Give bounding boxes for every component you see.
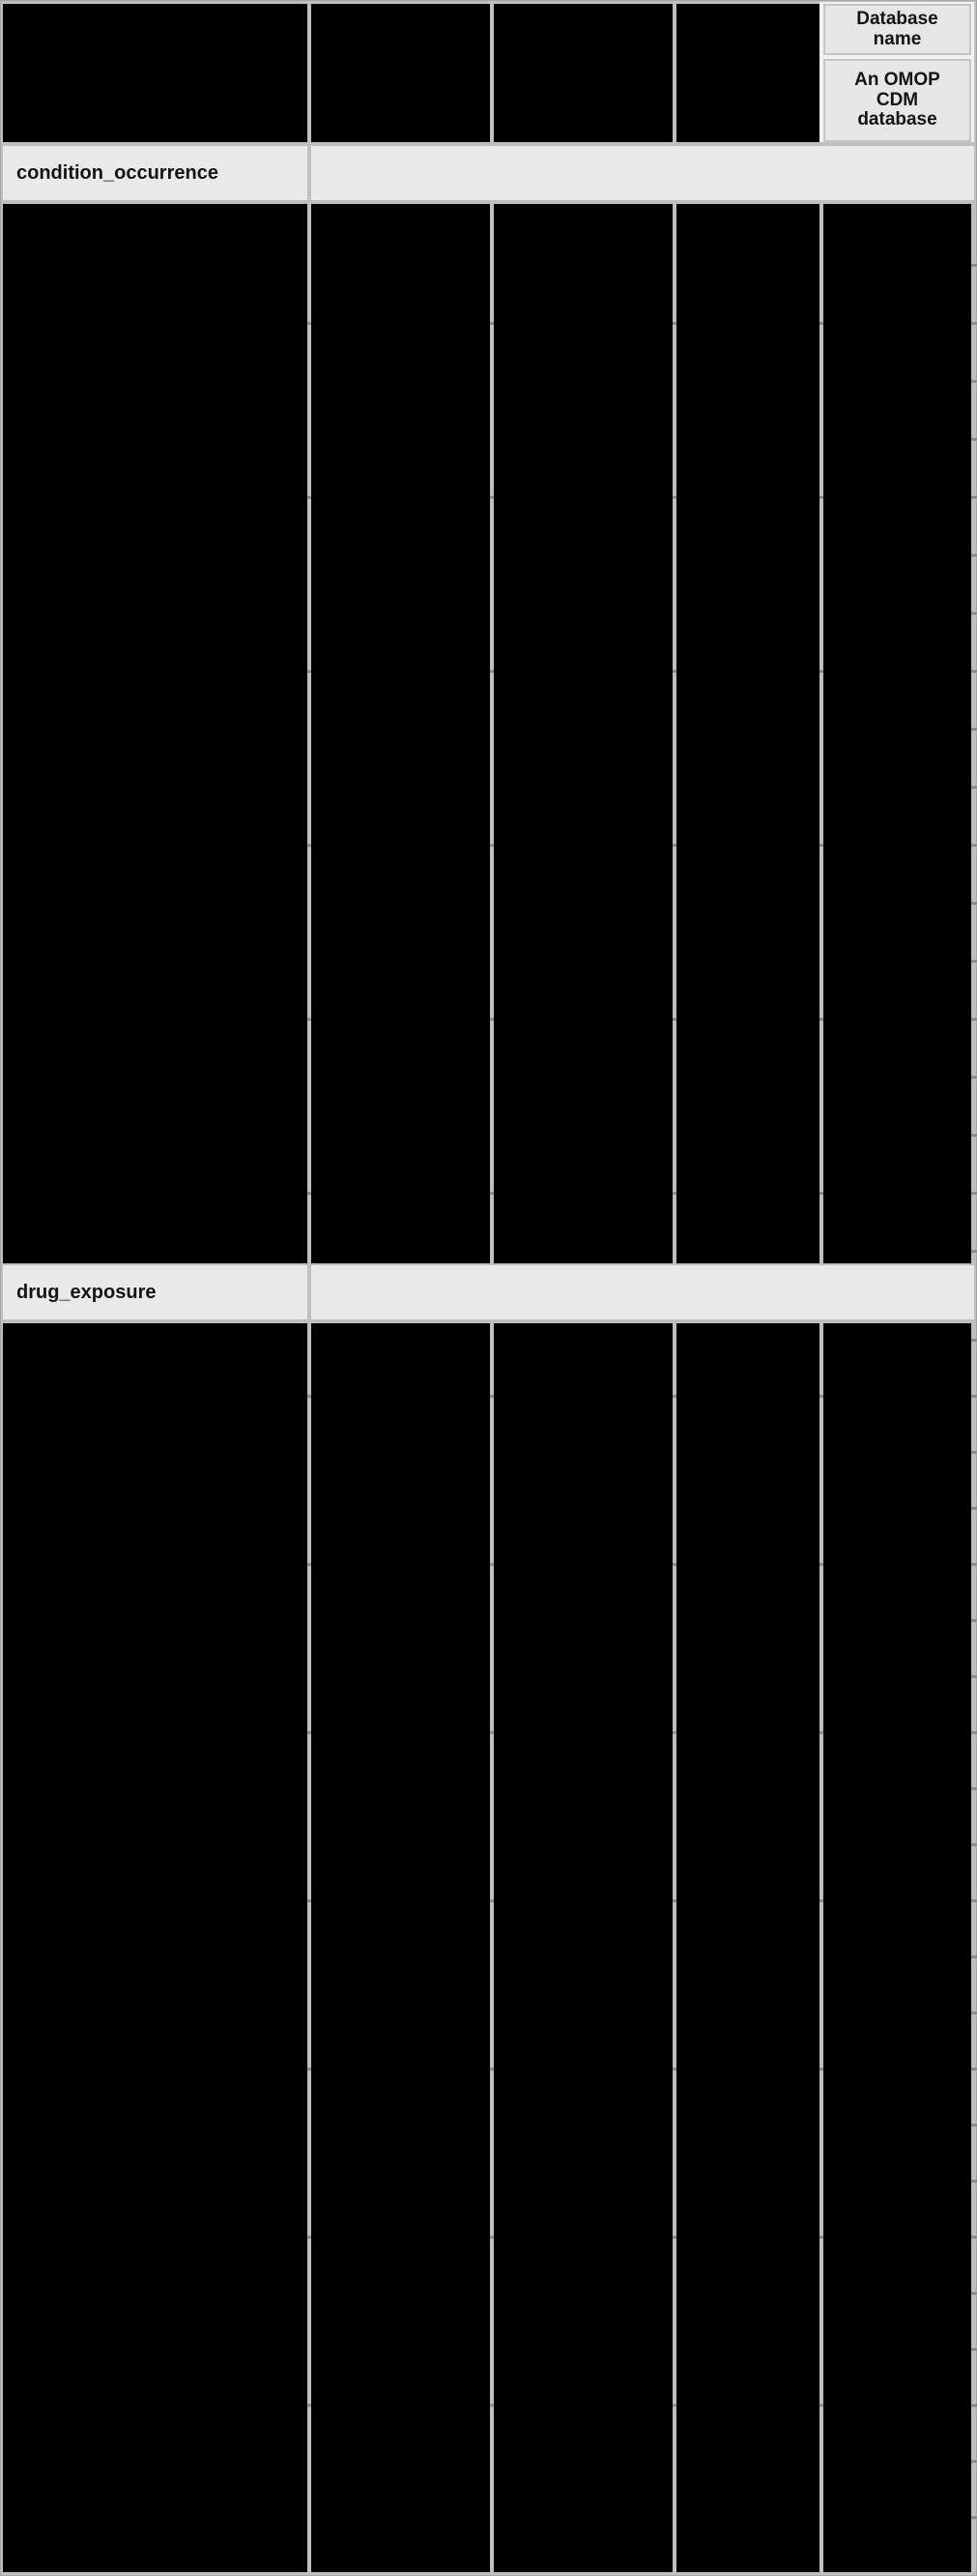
axis-tick-mark [971,1563,977,1566]
axis-tick-mark [819,1018,823,1021]
axis-tick-mark [971,1395,977,1398]
axis-tick-mark [971,264,977,267]
axis-tick-mark [673,2068,676,2070]
axis-tick-mark [971,960,977,963]
axis-tick-mark [971,1675,977,1678]
axis-tick-mark [971,1018,977,1021]
axis-tick-mark [971,1134,977,1137]
axis-tick-mark [307,1018,311,1021]
axis-tick-mark [819,2236,823,2239]
axis-tick-mark [673,1563,676,1566]
axis-tick-mark [490,2068,494,2070]
axis-tick-mark [673,670,676,673]
axis-tick-mark [307,2068,311,2070]
axis-tick-mark [819,322,823,325]
axis-tick-mark [971,2012,977,2014]
axis-tick-mark [673,496,676,499]
axis-tick-mark [490,496,494,499]
axis-tick-mark [307,1899,311,1902]
axis-tick-mark [307,1192,311,1195]
axis-tick-mark [490,1018,494,1021]
axis-tick-mark [971,612,977,615]
plot-panel [676,1323,819,2572]
database-name-header: Database name [823,4,971,55]
axis-tick-mark [971,2348,977,2351]
axis-tick-mark [971,786,977,789]
axis-tick-mark [307,496,311,499]
axis-tick-mark [971,2124,977,2127]
axis-tick-mark [307,1731,311,1734]
axis-tick-mark [819,2068,823,2070]
plot-panel [823,1323,971,2572]
axis-tick-mark [673,1395,676,1398]
axis-tick-mark [819,496,823,499]
facet-strip-spacer [311,1265,974,1319]
axis-tick-mark [971,438,977,441]
plot-panel [3,1323,307,2572]
axis-tick-mark [971,2180,977,2183]
axis-tick-mark [490,1192,494,1195]
facet-strip-label: drug_exposure [16,1281,157,1303]
facet-strip-drug-exposure [3,1265,307,1319]
header-panel-black [676,4,819,142]
plot-panel [311,204,490,1263]
axis-tick-mark [971,902,977,905]
axis-tick-mark [490,1899,494,1902]
axis-tick-mark [971,1843,977,1846]
axis-tick-mark [307,1563,311,1566]
axis-tick-mark [819,1731,823,1734]
axis-tick-mark [819,844,823,847]
axis-tick-mark [971,2292,977,2295]
axis-tick-mark [819,2404,823,2407]
axis-tick-mark [971,1787,977,1790]
facet-strip-label: condition_occurrence [16,161,218,184]
facet-strip-condition-occurrence [3,146,307,200]
axis-tick-mark [971,1339,977,1342]
axis-tick-mark [971,1899,977,1902]
plot-panel [823,204,971,1263]
axis-tick-mark [490,844,494,847]
axis-tick-mark [971,2460,977,2463]
database-name-value: An OMOP CDM database [823,59,971,142]
axis-tick-mark [971,2516,977,2519]
axis-tick-mark [307,1395,311,1398]
axis-tick-mark [673,2236,676,2239]
axis-tick-mark [819,1899,823,1902]
axis-tick-mark [971,1507,977,1510]
axis-tick-mark [971,1192,977,1195]
axis-tick-mark [971,670,977,673]
axis-tick-mark [673,1018,676,1021]
axis-tick-mark [971,2404,977,2407]
axis-tick-mark [490,670,494,673]
axis-tick-mark [819,1395,823,1398]
axis-tick-mark [971,380,977,383]
axis-tick-mark [971,1955,977,1958]
axis-tick-mark [307,844,311,847]
axis-tick-mark [971,1076,977,1079]
plot-panel [3,204,307,1263]
axis-tick-mark [490,322,494,325]
header-panel-black [494,4,673,142]
axis-tick-mark [971,1731,977,1734]
axis-tick-mark [673,322,676,325]
axis-tick-mark [673,1899,676,1902]
axis-tick-mark [971,728,977,731]
axis-tick-mark [971,322,977,325]
axis-tick-mark [307,670,311,673]
axis-tick-mark [673,1731,676,1734]
axis-tick-mark [673,2404,676,2407]
axis-tick-mark [971,2236,977,2239]
axis-tick-mark [971,1250,977,1253]
axis-tick-mark [673,844,676,847]
axis-tick-mark [490,1395,494,1398]
plot-panel [494,204,673,1263]
axis-tick-mark [971,844,977,847]
axis-tick-mark [971,1451,977,1454]
plot-panel [311,1323,490,2572]
axis-tick-mark [971,2068,977,2070]
axis-tick-mark [819,1563,823,1566]
axis-tick-mark [490,2236,494,2239]
axis-tick-mark [971,1619,977,1622]
header-panel-black [3,4,307,142]
axis-tick-mark [490,1563,494,1566]
axis-tick-mark [490,2404,494,2407]
axis-tick-mark [307,2236,311,2239]
facet-strip-spacer [311,146,974,200]
axis-tick-mark [673,1192,676,1195]
header-panel-black [311,4,490,142]
axis-tick-mark [819,670,823,673]
axis-tick-mark [971,554,977,557]
axis-tick-mark [971,496,977,499]
axis-tick-mark [819,1192,823,1195]
axis-tick-mark [307,322,311,325]
plot-panel [676,204,819,1263]
axis-tick-mark [490,1731,494,1734]
plot-panel [494,1323,673,2572]
axis-tick-mark [307,2404,311,2407]
